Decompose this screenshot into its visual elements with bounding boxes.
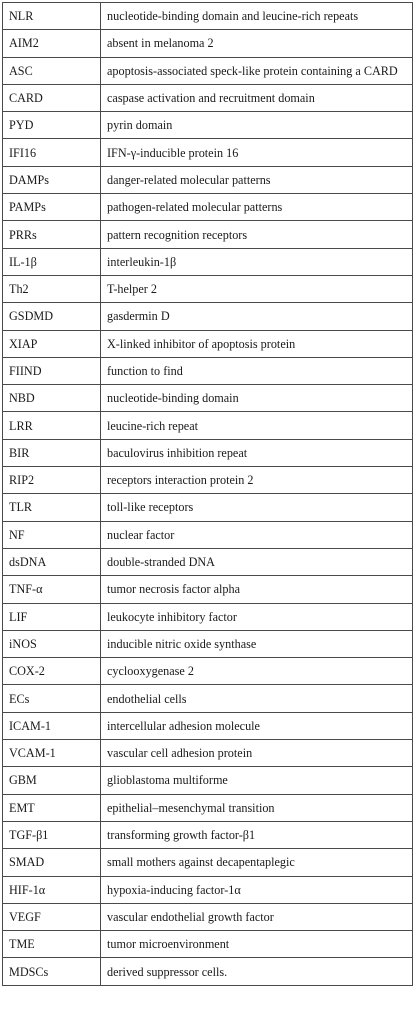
table-row xyxy=(3,740,413,767)
abbreviation-cell: ASC xyxy=(3,57,101,84)
table-row xyxy=(3,221,413,248)
definition-cell: danger-related molecular patterns xyxy=(101,166,413,193)
abbreviation-cell: IFI16 xyxy=(3,139,101,166)
table-row xyxy=(3,303,413,330)
table-row xyxy=(3,794,413,821)
table-row xyxy=(3,467,413,494)
abbreviation-cell: FIIND xyxy=(3,357,101,384)
table-row xyxy=(3,139,413,166)
definition-cell: leukocyte inhibitory factor xyxy=(101,603,413,630)
abbreviation-cell: PYD xyxy=(3,112,101,139)
table-row xyxy=(3,194,413,221)
definition-cell: receptors interaction protein 2 xyxy=(101,467,413,494)
table-row xyxy=(3,903,413,930)
table-row xyxy=(3,330,413,357)
table-row xyxy=(3,603,413,630)
abbreviation-cell: GSDMD xyxy=(3,303,101,330)
abbreviation-cell: VCAM-1 xyxy=(3,740,101,767)
definition-cell: double-stranded DNA xyxy=(101,548,413,575)
table-row xyxy=(3,685,413,712)
definition-cell: epithelial–mesenchymal transition xyxy=(101,794,413,821)
table-row xyxy=(3,931,413,958)
definition-cell: apoptosis-associated speck-like protein containing a CARD xyxy=(101,57,413,84)
definition-cell: X-linked inhibitor of apoptosis protein xyxy=(101,330,413,357)
abbreviation-cell: TGF-β1 xyxy=(3,821,101,848)
abbreviation-cell: HIF-1α xyxy=(3,876,101,903)
table-row xyxy=(3,112,413,139)
table-row xyxy=(3,385,413,412)
table-row xyxy=(3,876,413,903)
definition-cell: pattern recognition receptors xyxy=(101,221,413,248)
abbreviation-cell: AIM2 xyxy=(3,30,101,57)
definition-cell: small mothers against decapentaplegic xyxy=(101,849,413,876)
definition-cell: inducible nitric oxide synthase xyxy=(101,630,413,657)
table-row xyxy=(3,357,413,384)
table-row xyxy=(3,30,413,57)
abbreviation-cell: DAMPs xyxy=(3,166,101,193)
abbreviation-cell: TNF-α xyxy=(3,576,101,603)
definition-cell: intercellular adhesion molecule xyxy=(101,712,413,739)
table-row xyxy=(3,712,413,739)
definition-cell: nuclear factor xyxy=(101,521,413,548)
table-row xyxy=(3,84,413,111)
table-row xyxy=(3,658,413,685)
definition-cell: baculovirus inhibition repeat xyxy=(101,439,413,466)
abbreviation-cell: Th2 xyxy=(3,275,101,302)
abbreviation-cell: EMT xyxy=(3,794,101,821)
abbreviations-table-body xyxy=(3,3,413,986)
abbreviation-cell: COX-2 xyxy=(3,658,101,685)
definition-cell: tumor necrosis factor alpha xyxy=(101,576,413,603)
table-row xyxy=(3,521,413,548)
definition-cell: vascular cell adhesion protein xyxy=(101,740,413,767)
definition-cell: cyclooxygenase 2 xyxy=(101,658,413,685)
table-row xyxy=(3,821,413,848)
table-row xyxy=(3,630,413,657)
abbreviations-table xyxy=(2,2,413,986)
definition-cell: interleukin-1β xyxy=(101,248,413,275)
definition-cell: absent in melanoma 2 xyxy=(101,30,413,57)
table-row xyxy=(3,548,413,575)
table-row xyxy=(3,494,413,521)
definition-cell: pathogen-related molecular patterns xyxy=(101,194,413,221)
abbreviation-cell: GBM xyxy=(3,767,101,794)
abbreviation-cell: iNOS xyxy=(3,630,101,657)
abbreviation-cell: NF xyxy=(3,521,101,548)
table-row xyxy=(3,439,413,466)
abbreviation-cell: LIF xyxy=(3,603,101,630)
abbreviation-cell: LRR xyxy=(3,412,101,439)
abbreviation-cell: CARD xyxy=(3,84,101,111)
abbreviation-cell: IL-1β xyxy=(3,248,101,275)
abbreviation-cell: SMAD xyxy=(3,849,101,876)
table-row xyxy=(3,3,413,30)
table-row xyxy=(3,849,413,876)
abbreviation-cell: TLR xyxy=(3,494,101,521)
definition-cell: caspase activation and recruitment domain xyxy=(101,84,413,111)
definition-cell: gasdermin D xyxy=(101,303,413,330)
abbreviation-cell: NBD xyxy=(3,385,101,412)
definition-cell: vascular endothelial growth factor xyxy=(101,903,413,930)
definition-cell: glioblastoma multiforme xyxy=(101,767,413,794)
definition-cell: hypoxia-inducing factor-1α xyxy=(101,876,413,903)
definition-cell: transforming growth factor-β1 xyxy=(101,821,413,848)
definition-cell: function to find xyxy=(101,357,413,384)
abbreviation-cell: MDSCs xyxy=(3,958,101,985)
abbreviation-cell: BIR xyxy=(3,439,101,466)
definition-cell: nucleotide-binding domain xyxy=(101,385,413,412)
abbreviation-cell: ECs xyxy=(3,685,101,712)
definition-cell: pyrin domain xyxy=(101,112,413,139)
table-row xyxy=(3,275,413,302)
abbreviation-cell: TME xyxy=(3,931,101,958)
table-row xyxy=(3,958,413,985)
abbreviation-cell: RIP2 xyxy=(3,467,101,494)
abbreviation-cell: XIAP xyxy=(3,330,101,357)
table-row xyxy=(3,767,413,794)
definition-cell: T-helper 2 xyxy=(101,275,413,302)
definition-cell: derived suppressor cells. xyxy=(101,958,413,985)
definition-cell: endothelial cells xyxy=(101,685,413,712)
definition-cell: toll-like receptors xyxy=(101,494,413,521)
abbreviation-cell: dsDNA xyxy=(3,548,101,575)
definition-cell: leucine-rich repeat xyxy=(101,412,413,439)
table-row xyxy=(3,576,413,603)
abbreviation-cell: ICAM-1 xyxy=(3,712,101,739)
abbreviation-cell: PRRs xyxy=(3,221,101,248)
definition-cell: tumor microenvironment xyxy=(101,931,413,958)
table-row xyxy=(3,412,413,439)
abbreviation-cell: VEGF xyxy=(3,903,101,930)
abbreviation-cell: PAMPs xyxy=(3,194,101,221)
definition-cell: IFN-γ-inducible protein 16 xyxy=(101,139,413,166)
table-row xyxy=(3,57,413,84)
definition-cell: nucleotide-binding domain and leucine-rich repeats xyxy=(101,3,413,30)
table-row xyxy=(3,248,413,275)
table-row xyxy=(3,166,413,193)
abbreviation-cell: NLR xyxy=(3,3,101,30)
